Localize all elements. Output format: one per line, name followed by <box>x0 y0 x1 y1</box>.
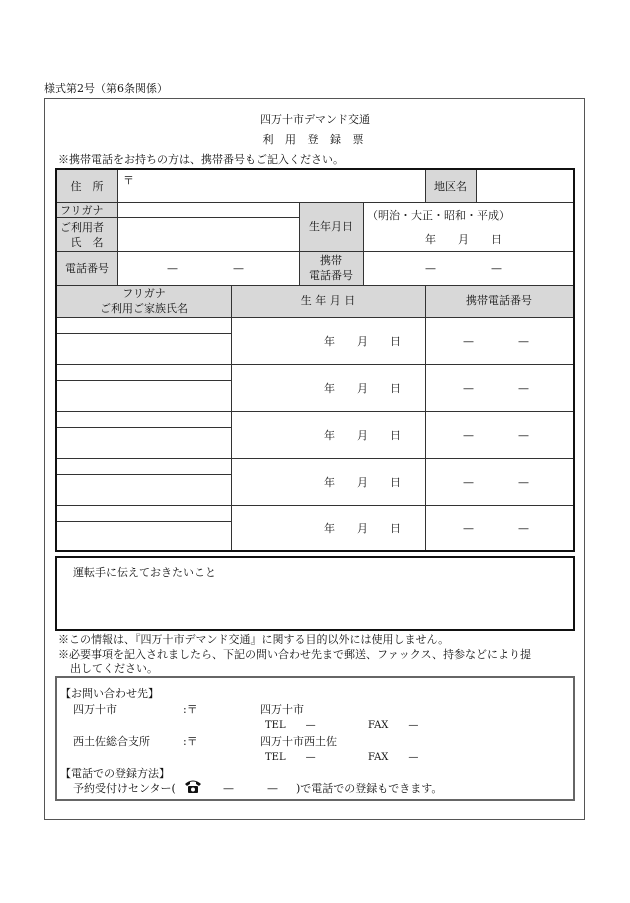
reservation-center-phone: — — <box>223 782 278 795</box>
form-label: 様式第2号（第6条関係） <box>44 82 168 95</box>
office1-tel: TEL — <box>265 720 316 731</box>
notice-mobile: ※携帯電話をお持ちの方は、携帯番号もご記入ください。 <box>58 153 344 166</box>
family-row-mobile: — — <box>463 522 529 535</box>
office2-tel: TEL — <box>265 752 316 763</box>
address-input[interactable] <box>118 170 424 202</box>
postal-mark: 〒 <box>123 174 134 187</box>
family-furigana-header: フリガナ <box>122 287 166 300</box>
registration-table <box>55 168 575 552</box>
family-row-date: 年 月 日 <box>324 429 401 442</box>
telephone-icon <box>184 778 202 796</box>
office1-fax: FAX — <box>368 720 419 731</box>
user-name-label: 氏 名 <box>70 236 104 249</box>
birthdate-format: 年 月 日 <box>425 233 502 246</box>
district-label: 地区名 <box>434 180 467 193</box>
family-row-date: 年 月 日 <box>324 476 401 489</box>
office2-address: 四万十市西土佐 <box>260 735 337 748</box>
mobile-value: — — <box>425 262 502 275</box>
reservation-center-suffix: )で電話での登録もできます。 <box>296 782 443 795</box>
family-name-header: ご利用ご家族氏名 <box>100 302 188 315</box>
office1-name: 四万十市 <box>73 703 117 716</box>
family-row[interactable] <box>57 365 573 411</box>
driver-notes-label: 運転手に伝えておきたいこと <box>73 566 216 579</box>
furigana-label: フリガナ <box>60 204 104 217</box>
family-birth-header: 生 年 月 日 <box>300 294 356 307</box>
family-row-date: 年 月 日 <box>324 382 401 395</box>
family-row[interactable] <box>57 318 573 364</box>
office2-fax: FAX — <box>368 752 419 763</box>
family-row[interactable] <box>57 412 573 458</box>
driver-notes-input[interactable] <box>55 556 575 631</box>
office2-postal: :〒 <box>183 735 198 748</box>
family-row-mobile: — — <box>463 476 529 489</box>
birthdate-label: 生年月日 <box>309 220 353 233</box>
phone-registration-heading: 【電話での登録方法】 <box>60 767 170 780</box>
contact-box <box>55 676 575 801</box>
family-row-date: 年 月 日 <box>324 335 401 348</box>
reservation-center-label: 予約受付けセンター( <box>73 782 176 795</box>
office1-address: 四万十市 <box>260 703 304 716</box>
office2-name: 西土佐総合支所 <box>73 735 150 748</box>
family-row-mobile: — — <box>463 335 529 348</box>
user-name-input[interactable] <box>118 218 298 251</box>
phone-label: 電話番号 <box>65 262 109 275</box>
form-subtitle: 利 用 登 録 票 <box>262 133 368 146</box>
office1-postal: :〒 <box>183 703 198 716</box>
footnote-privacy: ※この情報は、『四万十市デマンド交通』に関する目的以外には使用しません。 <box>58 633 450 646</box>
mobile-label-2: 電話番号 <box>309 269 353 282</box>
era-options: （明治・大正・昭和・平成） <box>367 209 510 222</box>
user-label: ご利用者 <box>60 221 104 234</box>
family-mobile-header: 携帯電話番号 <box>466 294 532 307</box>
footnote-submit-cont: 出してください。 <box>70 662 158 675</box>
district-input[interactable] <box>477 170 573 202</box>
family-row-date: 年 月 日 <box>324 522 401 535</box>
family-row[interactable] <box>57 459 573 505</box>
footnote-submit: ※必要事項を記入されましたら、下記の問い合わせ先まで郵送、ファックス、持参などにより提 <box>58 648 531 661</box>
phone-value: — — <box>167 262 244 275</box>
family-row-mobile: — — <box>463 429 529 442</box>
contact-heading: 【お問い合わせ先】 <box>60 687 159 700</box>
family-row[interactable] <box>57 506 573 550</box>
address-label: 住 所 <box>70 180 104 193</box>
family-row-mobile: — — <box>463 382 529 395</box>
form-title: 四万十市デマンド交通 <box>260 113 370 126</box>
mobile-label: 携帯 <box>320 254 342 267</box>
furigana-input[interactable] <box>118 203 298 217</box>
